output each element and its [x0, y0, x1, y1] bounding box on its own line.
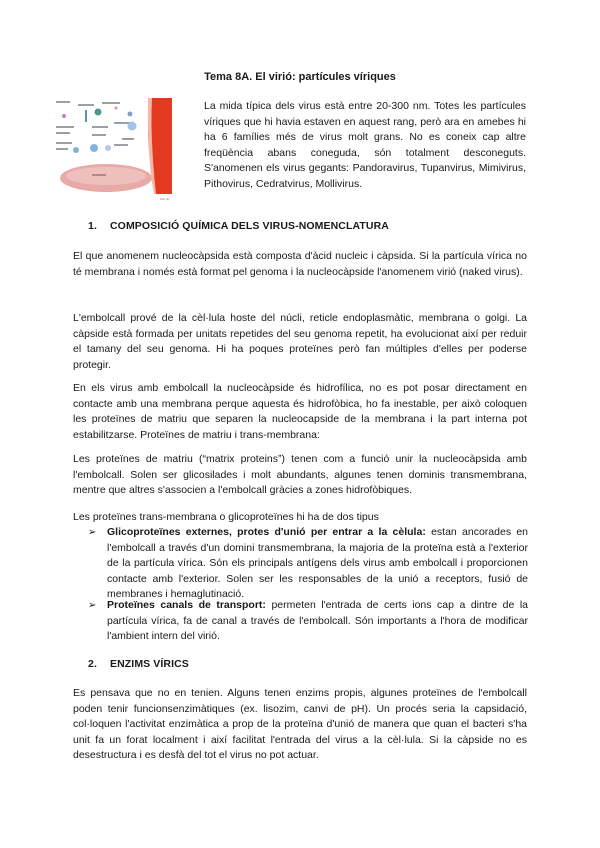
section-2-paragraph-1: Es pensava que no en tenien. Alguns tenen enzims propis, algunes proteïnes de l'embolcall poden tenir funcionsenzimàtiques (ex. lisozim, canvi de pH). Un procés seria la capsidació, col·loquen l'activitat enzimàtica a prop de la proteïna d'unió de manera que quan el bacteri s'ha unit fa un forat localment i així facilitat l'entrada del virus a la cèl·lula. Si la càpside no es desestructura i es desfà del tot el virus no pot actuar. [73, 687, 527, 762]
section-1-paragraph-1: El que anomenem nucleocàpsida està composta d'àcid nucleic i càpsida. Si la partícula vírica no té membrana i només està format pel genoma i la nucleocàpside l'anomenem virió (naked virus). [73, 250, 527, 278]
section-1-title: COMPOSICIÓ QUÍMICA DELS VIRUS-NOMENCLATURA [110, 220, 389, 232]
section-2-number: 2. [88, 658, 97, 670]
list-item [88, 525, 528, 603]
section-1-paragraph-4: Les proteïnes de matriu (“matrix proteins”) tenen com a funció unir la nucleocàpsida amb l'embolcall. Solen ser glicosilades i molt abundants, algunes tenen dominis transmembrana, mentre que altres s'associen a l'embolcall gràcies a zones hidrofòbiques. [73, 453, 527, 497]
list-item [88, 598, 528, 645]
section-1-paragraph-5: Les proteïnes trans-membrana o glicoproteïnes hi ha de dos tipus [73, 511, 379, 523]
bullet-2-text: permeten l'entrada de certs ions cap a dintre de la partícula vírica, fa de canal a través de l'embolcall. Són importants a l'hora de modificar l'ambient intern del virió. [107, 599, 528, 643]
section-1-paragraph-2: L'embolcall prové de la cèl·lula hoste del núcli, reticle endoplasmàtic, membrana o golgi. La càpside està formada per unitats repetides del seu genoma repetit, ha evolucionat així per reduir el tamany del seu genoma. Hi ha poques proteïnes però fan múltiples d'elles per poderse protegir. [73, 312, 527, 371]
section-1-number: 1. [88, 220, 97, 232]
section-2-title: ENZIMS VÍRICS [110, 658, 189, 670]
page-title: Tema 8A. El virió: partícules víriques [204, 71, 396, 83]
bullet-1-text: estan ancorades en l'embolcall a través d'un domini transmembrana, la majoria de la proteïna està a l'exterior de la partícula vírica. Són els principals antígens dels virus amb embolcall i proporcionen contacte amb l'exterior. Solen ser les responsables de la unió a receptors, fusió de membranes i hemaglutinació. [107, 526, 529, 601]
section-1-heading [88, 220, 389, 232]
scale-label: 100 nm [160, 197, 171, 201]
bullet-2-bold: Proteïnes canals de transport: [107, 599, 266, 611]
section-2-heading [88, 658, 189, 670]
virus-size-comparison-figure [52, 98, 172, 202]
arrow-bullet-icon: ➢ [88, 527, 97, 538]
arrow-bullet-icon: ➢ [88, 600, 97, 611]
section-1-paragraph-3: En els virus amb embolcall la nucleocàpside és hidrofílica, no es pot posar directament en contacte amb una membrana perque aquesta és hidrofòbica, ho fa inestable, per això coloquen les proteïnes de matriu que separen la nucleocapside de la membrana i la part interna pot estabilitzarse. Proteïnes de matriu i trans-membrana: [73, 382, 527, 441]
intro-paragraph: La mida típica dels virus està entre 20-300 nm. Totes les partícules víriques que hi havia estaven en aquest rang, però ara en amebes hi ha 6 famílies més de virus molt grans. No es coneix cap altre freqüència abans coneguda, són totalment desconeguts. S'anomenen els virus gegants: Pandoravirus, Tupanvirus, Mimivirus, Pithovirus, Cedratvirus, Mollivirus. [204, 100, 526, 190]
bullet-1-bold: Glicoproteïnes externes, protes d'unió per entrar a la cèlula: [107, 526, 426, 538]
